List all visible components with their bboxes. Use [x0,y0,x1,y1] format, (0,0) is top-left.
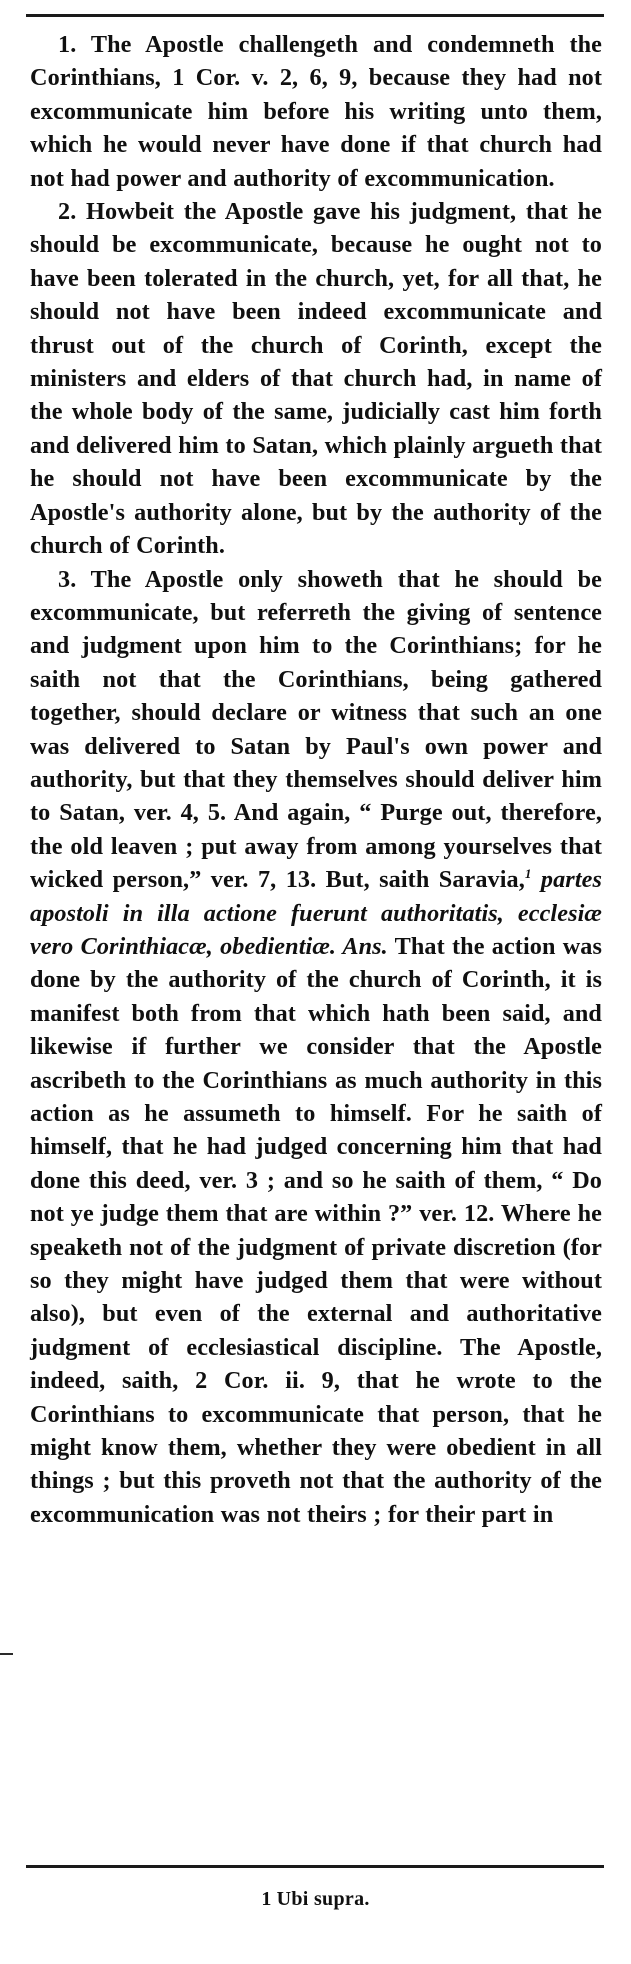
footnote-reference-icon[interactable]: 1 [524,866,532,882]
body-column [30,28,602,1531]
footnote-text: Ubi supra. [276,1888,370,1910]
bottom-rule [26,1865,604,1868]
footnote-number: 1 [261,1888,272,1910]
footnote [0,1888,631,1911]
paragraph-3 [30,563,602,1532]
top-rule [26,14,604,17]
paragraph-3-text-part-1: 3. The Apostle only showeth that he should be excommunicate, but referreth the giving of sentence and judgment upon him to the Corinthians; for he saith not that the Corinthians, being gathered together, should declare or witness that such an one was delivered to Satan by Paul's own power and authority, but that they themselves should deliver him to Satan, ver. 4, 5. And again, “ Purge out, therefore, the old leaven ; put away from among yourselves that wicked person,” ver. 7, 13. But, saith Saravia, [30,565,602,894]
paragraph-2-text: 2. Howbeit the Apostle gave his judgment, that he should be excommunicate, because he ought not to have been tolerated in the church, yet, for all that, he should not have been indeed excommunicate and thrust out of the church of Corinth, except the ministers and elders of that church had, in name of the whole body of the same, judicially cast him forth and delivered him to Satan, which plainly argueth that he should not have been excommunicate by the Apostle's authority alone, but by the authority of the church of Corinth. [30,198,602,560]
margin-tick [0,1653,13,1655]
paragraph-1 [30,28,602,195]
paragraph-2 [30,195,602,562]
paragraph-3-latin-quote: partes apostoli in illa actione fuerunt authoritatis, ecclesiæ vero Corinthiacæ, obedientiæ. [30,866,602,960]
paragraph-1-text: 1. The Apostle challengeth and condemneth the Corinthians, 1 Cor. v. 2, 6, 9, because they had not excommunicate him before his writing unto them, which he would never have done if that church had not had power and authority of excommunication. [30,31,602,192]
paragraph-3-text-part-2: That the action was done by the authority of the church of Corinth, it is manifest both from that which hath been said, and likewise if further we consider that the Apostle ascribeth to the Corinthians as much authority in this action as he assumeth to himself. For he saith of himself, that he had judged concerning him that had done this deed, ver. 3 ; and so he saith of them, “ Do not ye judge them that are within ?” ver. 12. Where he speaketh not of the judgment of private discretion (for so they might have judged them that were without also), but even of the external and authoritative judgment of ecclesiastical discipline. The Apostle, indeed, saith, 2 Cor. ii. 9, that he wrote to the Corinthians to excommunicate that person, that he might know them, whether they were obedient in all things ; but this proveth not that the authority of the excommunication was not theirs ; for their part in [30,932,603,1528]
paragraph-3-ans-label: Ans. [336,932,388,960]
